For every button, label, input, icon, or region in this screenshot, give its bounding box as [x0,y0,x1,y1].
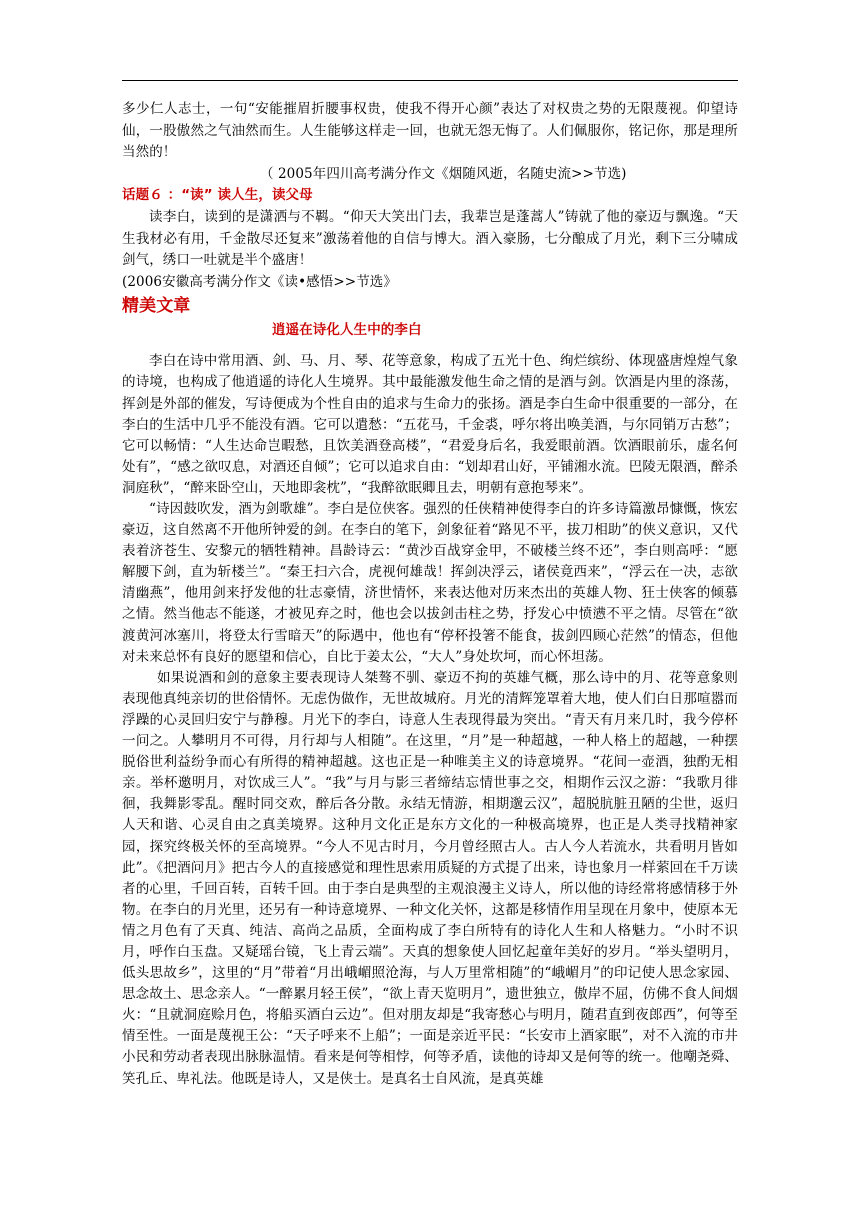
document-content [122,99,738,1090]
intro-source: （ 2005年四川高考满分作文《烟随风逝，名随史流>>节选) [260,165,627,182]
article-paragraph-1: 李白在诗中常用酒、剑、马、月、琴、花等意象，构成了五光十色、绚烂缤纷、体现盛唐煌煌气象的诗境，也构成了他逍遥的诗化人生境界。其中最能激发他生命之情的是酒与剑。饮酒是内里的涤荡，挥剑是外部的催发，写诗便成为个性自由的追求与生命力的张扬。酒是李白生命中很重要的一部分，在李白的生活中几乎不能没有酒。它可以遣愁：“五花马，千金裘，呼尔将出唤美酒，与尔同销万古愁”；它可以畅情：“人生达命岂暇愁，且饮美酒登高楼”，“君爱身后名，我爱眼前酒。饮酒眼前乐，虚名何处有”，“感之欲叹息，对酒还自倾”；它可以追求自由：“划却君山好，平铺湘水流。巴陵无限酒，醉杀洞庭秋”，“醉来卧空山，天地即衾枕”，“我醉欲眠卿且去，明朝有意抱琴来”。 [122,353,738,496]
article-paragraph-3: 如果说酒和剑的意象主要表现诗人桀骜不驯、豪迈不拘的英雄气概，那么诗中的月、花等意象则表现他真纯亲切的世俗情怀。无虑伪做作，无世故城府。月光的清辉笼罩着大地，使人们白日那喧嚣而浮躁的心灵回归安宁与静穆。月光下的李白，诗意人生表现得最为突出。“青天有月来几时，我今停杯一问之。人攀明月不可得，月行却与人相随”。在这里，“月”是一种超越，一种人格上的超越，一种摆脱俗世利益纷争而心有所得的精神超越。这也正是一种唯美主义的诗意境界。“花间一壶酒，独酌无相亲。举杯邀明月，对饮成三人”。“我”与月与影三者缔结忘情世事之交，相期作云汉之游：“我歌月徘徊，我舞影零乱。醒时同交欢，醉后各分散。永结无情游，相期邈云汉”，超脱肮脏丑陋的尘世，返归人天和谐、心灵自由之真美境界。这种月文化正是东方文化的一种极高境界，也正是人类寻找精神家园，探究终极关怀的至高境界。“今人不见古时月，今月曾经照古人。古人今人若流水，共看明月皆如此”。《把酒问月》把古今人的直接感觉和理性思索用质疑的方式提了出来，诗也象月一样萦回在千万读者的心里，千回百转，百转千回。由于李白是典型的主观浪漫主义诗人，所以他的诗经常将感情移于外物。在李白的月光里，还另有一种诗意境界、一种文化关怀，这都是移情作用呈现在月象中，使原本无情之月色有了天真、纯洁、高尚之品质，全面构成了李白所特有的诗化人生和人格魅力。“小时不识月，呼作白玉盘。又疑瑶台镜，飞上青云端”。天真的想象使人回忆起童年美好的岁月。“举头望明月，低头思故乡”，这里的“月”带着“月出峨嵋照沧海，与人万里常相随”的“峨嵋月”的印记使人思念家园、思念故土、思念亲人。“一醉累月轻王侯”，“欲上青天览明月”，遗世独立，傲岸不屈，仿佛不食人间烟火：“且就洞庭赊月色，将船买酒白云边”。但对朋友却是“我寄愁心与明月，随君直到夜郎西”，何等至情至性。一面是蔑视王公：“天子呼来不上船”；一面是亲近平民：“长安市上酒家眠”，对不入流的市井小民和劳动者表现出脉脉温情。看来是何等相悖，何等矛盾，读他的诗却又是何等的统一。他嘲尧舜、笑孔丘、卑礼法。他既是诗人，又是侠士。是真名士自风流，是真英雄 [122,669,738,1087]
topic6-label: 话题６ ：“读” 读人生，读父母 [122,187,313,204]
header-rule [122,80,738,81]
article-paragraph-2: “诗因鼓吹发，酒为剑歌雄”。李白是位侠客。强烈的任侠精神使得李白的许多诗篇激昂慷慨，恢宏豪迈，这自然离不开他所钟爱的剑。在李白的笔下，剑象征着“路见不平，拔刀相助”的侠义意识，又代表着济苍生、安黎元的牺牲精神。昌龄诗云：“黄沙百战穿金甲，不破楼兰终不还”，李白则高呼：“愿解腰下剑，直为斩楼兰”。“秦王扫六合，虎视何雄哉！挥剑决浮云，诸侯竟西来”，“浮云在一决，志欲清幽燕”，他用剑来抒发他的壮志豪情，济世情怀，来表达他对历来杰出的英雄人物、狂士侠客的倾慕之情。然当他志不能遂，才被见弃之时，他也会以拔剑击柱之势，抒发心中愤懑不平之情。尽管在“欲渡黄河冰塞川，将登太行雪暗天”的际遇中，他也有“停杯投箸不能食，拔剑四顾心茫然”的情态，但他对未来总怀有良好的愿望和信心，自比于姜太公，“大人”身处坎坷，而心怀坦荡。 [122,501,738,665]
article-title: 逍遥在诗化人生中的李白 [272,322,422,339]
section-title: 精美文章 [122,296,191,317]
intro-paragraph: 多少仁人志士，一句“安能摧眉折腰事权贵，使我不得开心颜”表达了对权贵之势的无限蔑视。仰望诗仙，一股傲然之气油然而生。人生能够这样走一回，也就无怨无悔了。人们佩服你，铭记你，那是理所当然的！ [122,101,738,161]
topic6-source: (2006安徽高考满分作文《读•感悟>>节选》 [122,273,398,290]
topic6-paragraph: 读李白，读到的是潇洒与不羁。“仰天大笑出门去，我辈岂是蓬蒿人”铸就了他的豪迈与飘逸。“天生我材必有用，千金散尽还复来”激荡着他的自信与博大。酒入豪肠，七分酿成了月光，剩下三分啸成剑气，绣口一吐就是半个盛唐！ [122,208,738,269]
document-page [122,0,738,1216]
